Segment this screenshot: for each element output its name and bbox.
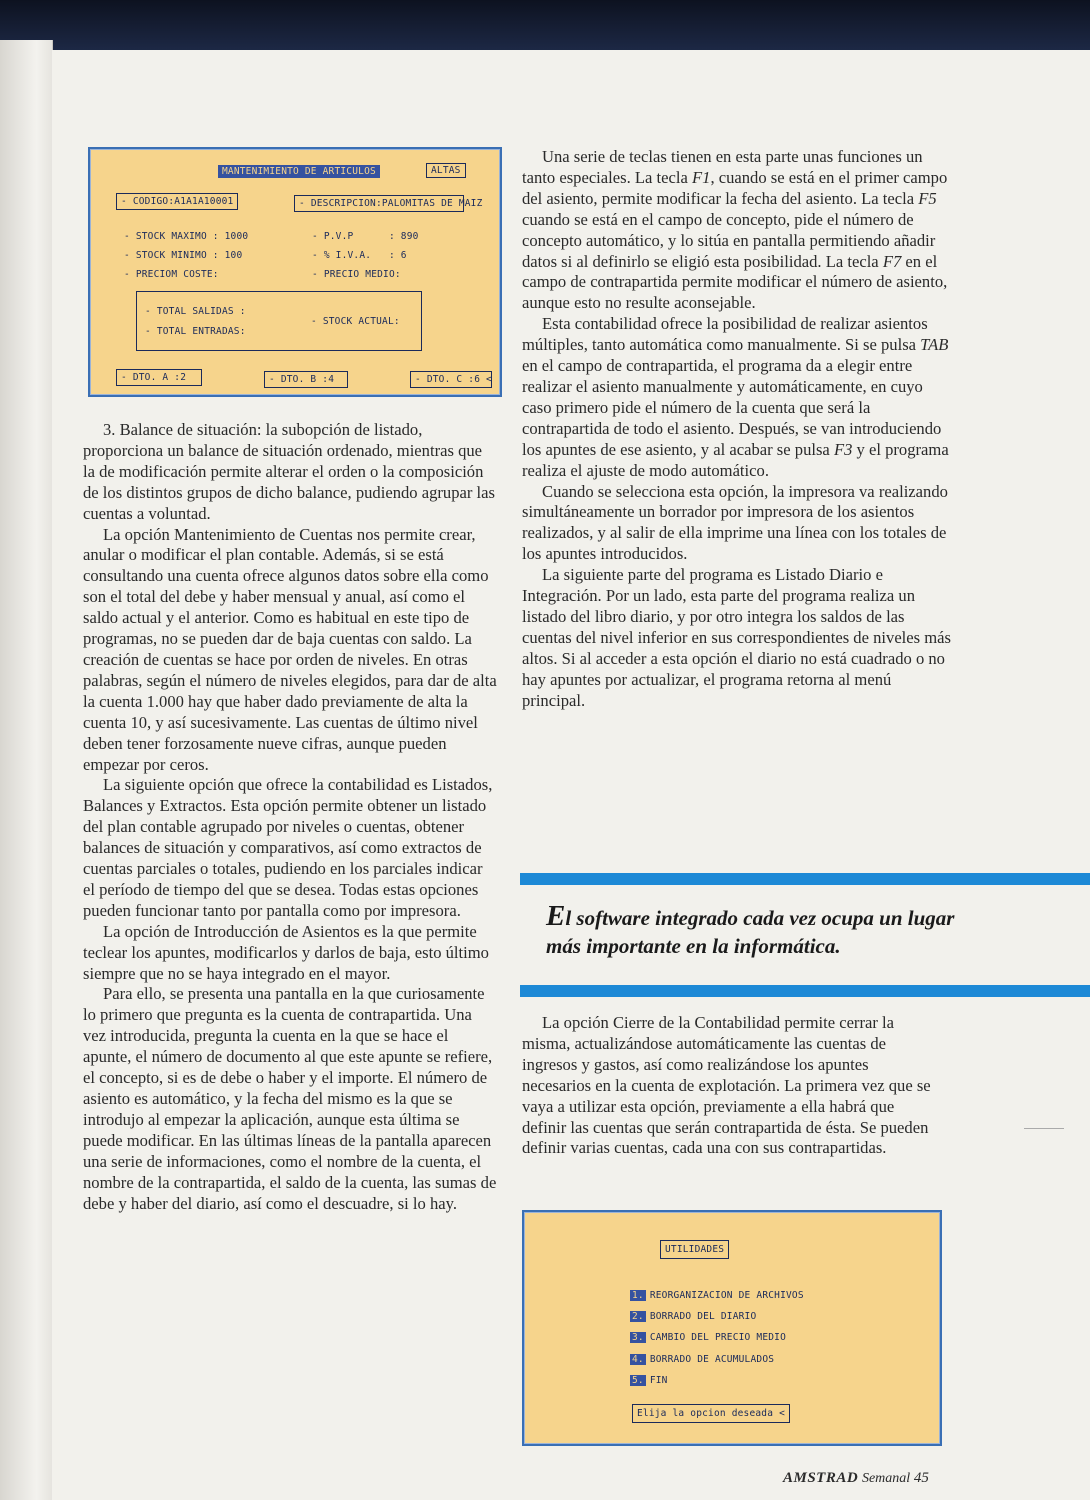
menu-item: [630, 1375, 668, 1386]
paragraph: 3. Balance de situación: la subopción de listado, proporciona un balance de situación ordenado, mientras que la de modificación permite alterar el orden o la composición de los distintos grupos de dicho balance, pudiendo agrupar las cuentas a voluntad.: [83, 420, 495, 523]
stock-min: - STOCK MINIMO : 100: [124, 250, 243, 261]
menu-item-number: 4.: [632, 1354, 644, 1365]
pull-quote: [546, 902, 966, 960]
cost-price: - PRECIOM COSTE:: [124, 269, 219, 280]
paragraph: Para ello, se presenta una pantalla en la que curiosamente lo primero que pregunta es la cuenta de contrapartida. Una vez introducida, pregunta la cuenta en la que se hace el apunte, el número de documento al que este apunte se refiere, el concepto, si es de debe o haber y el importe. El número de asiento es automático, y la fecha del mismo es la que se introdujo al empezar la aplicación, aunque esta última se puede modificar. En las últimas líneas de la pantalla aparecen una serie de informaciones, como el nombre de la cuenta, el nombre de la contrapartida, el saldo de la cuenta, las sumas de debe y haber del diario, así como el descuadre, si lo hay.: [83, 984, 497, 1213]
pull-quote-text: l software integrado cada vez ocupa un lugar más importante en la informática.: [546, 906, 955, 958]
iva: - % I.V.A. : 6: [312, 250, 407, 261]
paragraph: La opción Cierre de la Contabilidad permite cerrar la misma, actualizándose automáticamente las cuentas de ingresos y gastos, así como realizándose los apuntes necesarios en la cuenta de explotación. La primera vez que se vaya a utilizar esta opción, previamente a ella habrá que definir las cuentas que serán contrapartida de ésta. Se pueden definir varias cuentas, cada una con sus contrapartidas.: [522, 1013, 931, 1158]
page-number: 45: [913, 1470, 929, 1486]
discount-a: - DTO. A :2: [116, 369, 202, 386]
pull-quote-dropcap: E: [546, 900, 566, 932]
paragraph: La opción Mantenimiento de Cuentas nos permite crear, anular o modificar el plan contable. Además, si se está consultando una cuenta ofrece algunos datos sobre ella como son el total del debe y haber mensual y anual, así como el saldo actual y el anterior. Como es habitual en este tipo de programas, no se pueden dar de baja cuentas con saldo. La creación de cuentas se hace por orden de niveles. En otras palabras, según el número de niveles elegidos, para dar de alta la cuenta 1.000 hay que haber dado previamente de alta la cuenta 10, y así sucesivamente. Las cuentas de último nivel deben tener forzosamente nueve cifras, aunque pueden empezar por ceros.: [83, 524, 497, 774]
mode-label: ALTAS: [426, 163, 466, 178]
paragraph: La siguiente opción que ofrece la contabilidad es Listados, Balances y Extractos. Esta opción permite obtener un listado del plan contable agrupado por niveles o cuentas, obtener balances de situación y comparativos, así como extractos de cuentas parciales o totales, pudiendo en los parciales indicar el período de tiempo del que se desea. Todas estas opciones pueden funcionar tanto por pantalla como por impresora.: [83, 775, 493, 920]
menu-item-number: 1.: [632, 1290, 644, 1301]
magazine-name: AMSTRAD: [783, 1470, 859, 1486]
menu-item-label: CAMBIO DEL PRECIO MEDIO: [649, 1332, 786, 1343]
menu-item-label: BORRADO DE ACUMULADOS: [649, 1354, 775, 1365]
scan-top-edge: [0, 0, 1090, 55]
discount-c: - DTO. C :6 <: [410, 371, 492, 388]
total-in: - TOTAL ENTRADAS:: [145, 326, 246, 337]
key-name: F5: [918, 188, 937, 208]
key-name: TAB: [920, 335, 949, 355]
left-column: [83, 420, 498, 1214]
description-field: - DESCRIPCION:PALOMITAS DE MAIZ: [294, 195, 464, 212]
screenshot-utilities-menu: [522, 1210, 942, 1446]
text-run: en el campo de contrapartida permite modificar el número de asiento, aunque esto no resulte aconsejable.: [522, 251, 948, 313]
page-footer: [783, 1470, 929, 1487]
text-run: cuando se está en el campo de concepto, pide el número de concepto automático, y lo sitúa en pantalla permitiendo añadir datos si al definirlo se eligió esta posibilidad. La tecla: [522, 209, 936, 271]
pull-quote-top-stripe: [520, 873, 1090, 885]
menu-item: [630, 1354, 774, 1365]
margin-mark: [1024, 1128, 1064, 1129]
paragraph: [522, 314, 952, 481]
right-column-top: [522, 147, 952, 711]
text-run: Una serie de teclas tienen en esta parte unas funciones un tanto especiales. La tecla: [522, 147, 923, 187]
pvp: - P.V.P : 890: [312, 231, 419, 242]
menu-item-number: 5.: [632, 1375, 644, 1386]
totals-box: [136, 291, 422, 351]
code-field: - CODIGO:A1A1A10001: [116, 193, 238, 210]
menu-item-number: 3.: [632, 1332, 644, 1343]
menu-item: [630, 1290, 804, 1301]
menu-item-number: 2.: [632, 1311, 644, 1322]
paragraph: La opción de Introducción de Asientos es la que permite teclear los apuntes, modificarlos y darlos de baja, esto último siempre que no se haya integrado en el mayor.: [83, 921, 489, 983]
pull-quote-bottom-stripe: [520, 985, 1090, 997]
paragraph: Cuando se selecciona esta opción, la impresora va realizando simultáneamente un borrador por impresora de los asientos realizados, y al salir de ella imprime una línea con los totales de los apuntes introducidos.: [522, 481, 948, 564]
menu-item-label: BORRADO DEL DIARIO: [649, 1311, 757, 1322]
average-price: - PRECIO MEDIO:: [312, 269, 401, 280]
menu-prompt: Elija la opcion deseada <: [632, 1404, 790, 1423]
total-out: - TOTAL SALIDAS :: [145, 306, 246, 317]
text-run: en el campo de contrapartida, el programa da a elegir entre realizar el asiento manualmente y automáticamente, en cuyo caso primero pide el número de la cuenta que será la contrapartida de todo el asiento. Después, se van introduciendo los apuntes de ese asiento, y al acabar se pulsa: [522, 356, 942, 459]
paragraph: La siguiente parte del programa es Listado Diario e Integración. Por un lado, esta parte del programa realiza un listado del libro diario, y por otro integra los saldos de las cuentas del nivel inferior en sus correspondientes de niveles más altos. Si al acceder a esta opción el diario no está cuadrado o no hay apuntes por actualizar, el programa retorna al menú principal.: [522, 565, 951, 710]
menu-item: [630, 1332, 786, 1343]
screen-title: MANTENIMIENTO DE ARTICULOS: [218, 165, 380, 178]
text-run: y el programa realiza el ajuste de modo automático.: [522, 439, 949, 480]
stock-now: - STOCK ACTUAL:: [311, 316, 400, 327]
text-run: Esta contabilidad ofrece la posibilidad de realizar asientos múltiples, tanto automática como manualmente. Si se pulsa: [522, 314, 928, 355]
text-run: , cuando se está en el primer campo del asiento, permite modificar la fecha del asiento. La tecla: [522, 167, 948, 208]
utilities-title: UTILIDADES: [660, 1240, 729, 1259]
facing-page-edge: [0, 40, 53, 1500]
menu-item-label: REORGANIZACION DE ARCHIVOS: [649, 1290, 804, 1301]
discount-b: - DTO. B :4: [264, 371, 348, 388]
magazine-subtitle: Semanal: [861, 1471, 911, 1486]
stock-max: - STOCK MAXIMO : 1000: [124, 231, 249, 242]
key-name: F3: [833, 439, 853, 459]
menu-item: [630, 1311, 756, 1322]
right-column-bottom: [522, 1013, 940, 1159]
key-name: F1: [692, 167, 711, 187]
menu-item-label: FIN: [649, 1375, 668, 1386]
key-name: F7: [882, 251, 902, 271]
screenshot-article-maintenance: [88, 147, 502, 397]
paragraph: [522, 147, 952, 314]
